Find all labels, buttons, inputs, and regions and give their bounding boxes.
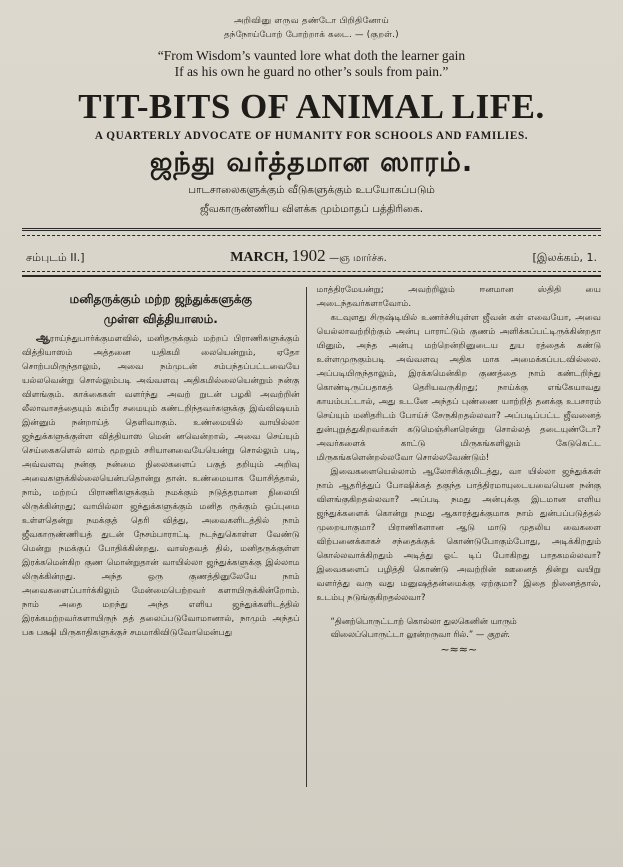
paragraph: மாத்திரமேயன்று; அவற்றிலும் ஈனமான ஸ்திதி யை அடைந்தவர்களாவோம். [316, 285, 601, 309]
right-column [307, 283, 602, 787]
masthead-title: TIT-BITS OF ANIMAL LIFE. [78, 87, 545, 126]
kural-quote-line-1: “தினற்பொருட்டாற் கொல்லா துலகெனின் யாரும் [330, 616, 517, 626]
article-title [22, 289, 300, 329]
paragraph: கடவுளது சிருஷ்டியில் உணர்ச்சியுள்ள ஜீவன் கள் எவையோ, அவை யெல்லாவற்றிற்கும் அன்பு பாராட்டும் குணம் அளிக்கப்பட்டிருக்கின்றதா யினும், அந்த அன்பு மற்றென்றினுடைய துய ரத்தைக் கண்டு உள்ளமுருகும்படி அவ்வளவு அதிக மாக அமைக்கப்படவில்லை. அப்படியிருந்தாலும், இரக்கமென்கிற குணத்தை நாம் கண்டறிந்து கொண்டிருப்பதாகத் தெரியவருகிறது; நாய்க்கு எங்கேயாவது காயம்பட்டால், அது உடனே அந்தப் புண்ணை யாற்றித் தனக்கு உபசாரம் செய்யும் மனிதரிடம் போய்ச் சேருகிறதல்லவா? அப்படிப்பட்ட ஜீவனைத் துன்புறுத்துகிறவர்கள் கடுமெஞ்சினரென்று சொல்லத் தடையுண்டோ? அவர்களைக் காட்டு மிருகங்களிலும் கேடுகெட்ட மிருகங்களென்றல்லவோ சொல்லவேண்டும்! [316, 313, 601, 463]
end-flourish: ~≈≈~ [440, 643, 478, 656]
lead-letter: ஆ [36, 331, 50, 344]
header-rule-wavy [22, 235, 601, 240]
issue-month: MARCH, [230, 250, 289, 265]
kural-quote-text: விலைப்பொருட்டா லூன்றருவா ரில்.” — [330, 629, 487, 639]
header-rule-bottom [22, 271, 601, 277]
kural-quote-line-2 [331, 628, 602, 641]
tamil-motto-line-2: தந்நோய்போற் போற்றாக் கடை. — (குறள்.) [224, 30, 399, 40]
issue-number: [இலக்கம், 1. [532, 251, 597, 264]
english-motto [22, 48, 601, 80]
right-column-text [317, 283, 602, 605]
tamil-masthead-title: ஜந்து வர்த்தமான ஸாரம். [149, 147, 474, 178]
kural-quote [317, 615, 602, 641]
left-column-text [22, 331, 300, 640]
masthead-subtitle: A QUARTERLY ADVOCATE OF HUMANITY FOR SCHOOLS AND FAMILIES. [94, 130, 529, 142]
tamil-motto [22, 14, 601, 42]
kural-quote-source: குறள். [486, 629, 511, 639]
article-title-line-1: மனிதருக்கும் மற்ற ஜந்துக்களுக்கு [69, 292, 252, 306]
english-motto-line-1: “From Wisdom’s vaunted lore what doth the learner gain [157, 48, 466, 63]
tamil-subtitle-1: பாடசாலைகளுக்கும் வீடுகளுக்கும் உபயோகப்படும் [188, 184, 435, 196]
paragraph-body: ராய்ந்துபார்க்குமளவில், மனிதருக்கும் மற்றப் பிராணிகளுக்கும் வித்தியாஸம் அத்தனை யதிகமி லையென்றும், ஏதோ சொற்பமிருந்தாலும், அவை நம்முடன் சம்பந்தப்பட்டவையே யல்லவென்று சொல்லும்படி அவ்வளவு அதிகமில்லையென்றும் நன்கு விளங்கும். காக்கைகள் வளர்ந்து அவற் றுடன் பழகி அவற்றின் லீலாவாசத்தையும் கம்பீர சமையும் கண்டறிந்தவர்களுக்கு இவ்விஷயம் இன்னும் நன்றாய்த் தெளிவாகும். உண்மையில் வாயில்லா ஜந்துக்களுக்குள்ள வித்தியாஸ மென் னவென்றால், அவை செய்யும் செய்கைகளெல் லாம் மூறறும் சரியானவையேயென்று சொல்லும் படி, அவ்வளவு நன்கு நன்மை நிலைகளைப் பகுத் தறியும் அறிவு அவைகளுக்கில்லையென்பதொன்று தான். உண்மையாக யோசித்தால், நாம், மற்றப் பிராணிகளுக்கும் நமக்கும் நடுத்தரமான நிலையி லிருக்கின்றது; வாயில்லா ஜந்துக்களுக்கும் மனித ருக்கும் ஒப்புமை உள்ளதென்று நமக்குத் தெரி வித்து, அவைகளிடத்தில் நாம் ஜீவகாருண்ணியத் துடன் நேசம்பாராட்டி நடந்துகொள்ள வேண்டு மென்று நமக்குப் போதிக்கின்றது. வாஸ்தவத் தில், மனிதருக்குள்ள இரக்கமென்கிற குண மொன்றுதான் வாயில்லா ஜந்துக்களுக்கு இல்லாம லிருக்கின்றது. அந்த ஒரு குணத்தினுலேயே நாம் அவைகளைப்பார்க்கிலும் மேன்மைபெற்றவர் களாயிருக்கின்றோம். நாம் அதை மறந்து அந்த எளிய ஜந்துக்களிடத்தில் இரக்கமற்றவர்களாயிருந் தத் தலைப்படுவோமானால், நாமும் அந்தப் பசு பக்ஷி மிருகாதிகளுக்குச் சமமாகிவிடுவோமென்பது [22, 334, 300, 638]
issue-line [22, 246, 601, 266]
issue-tamil-date: —ஞ மார்ச்சு. [329, 253, 387, 264]
tamil-subtitle-2: ஜீவகாருண்ணிய விளக்க மும்மாதப் பத்திரிகை. [199, 203, 424, 215]
english-motto-line-2: If as his own he guard no other’s souls from pain.” [174, 64, 449, 79]
tamil-motto-line-1: அறிவினு ளருவ தண்டோ பிறிதினோய் [233, 16, 390, 26]
issue-date [230, 246, 387, 266]
article-title-line-2: முள்ள வித்தியாஸம். [103, 312, 218, 326]
paragraph: இவைகளையெல்லாம் ஆலோசிக்குமிடத்து, வா யில்லா ஜந்துக்கள் நாம் ஆதரித்துப் போஷிக்கத் தகுந்த பாத்திரமாயுடையவையென நன்கு விளங்குகிறதல்லவா? அப்படி நமது அன்புக்கு இடமான எளிய ஜந்துக்களைக் கொன்று நமது ஆகாரத்துக்குமாக நாம் துன்பப்படுத்தல் முறையாகுமா? பிராணிகளான ஆடு மாடு முதலிய வைகளை விற்பனைக்காகச் சந்தைக்குக் கொண்டுபோகும்போது, அடிக்கிறதும் கொல்லவாக்கிறதும் அடித்து ஓட் டிப் போகிறது பாதகமல்லவா? இவைகளைப் பழித்தி கொண்டு அவற்றின் ஊனைத் தின்று வயிறு வளர்த்து வரு வது மனுஷத்தன்மைக்கு ஏற்குமா? இதை நினைத்தால், உடம்பு நடுங்குகிறதல்லவா? [316, 467, 601, 603]
paragraph [22, 331, 300, 640]
issue-year: 1902 [291, 246, 326, 265]
header-rule-top [22, 228, 601, 233]
volume-label: சம்புடம் II.] [26, 251, 85, 264]
article-columns [22, 283, 601, 787]
left-column [22, 283, 306, 787]
